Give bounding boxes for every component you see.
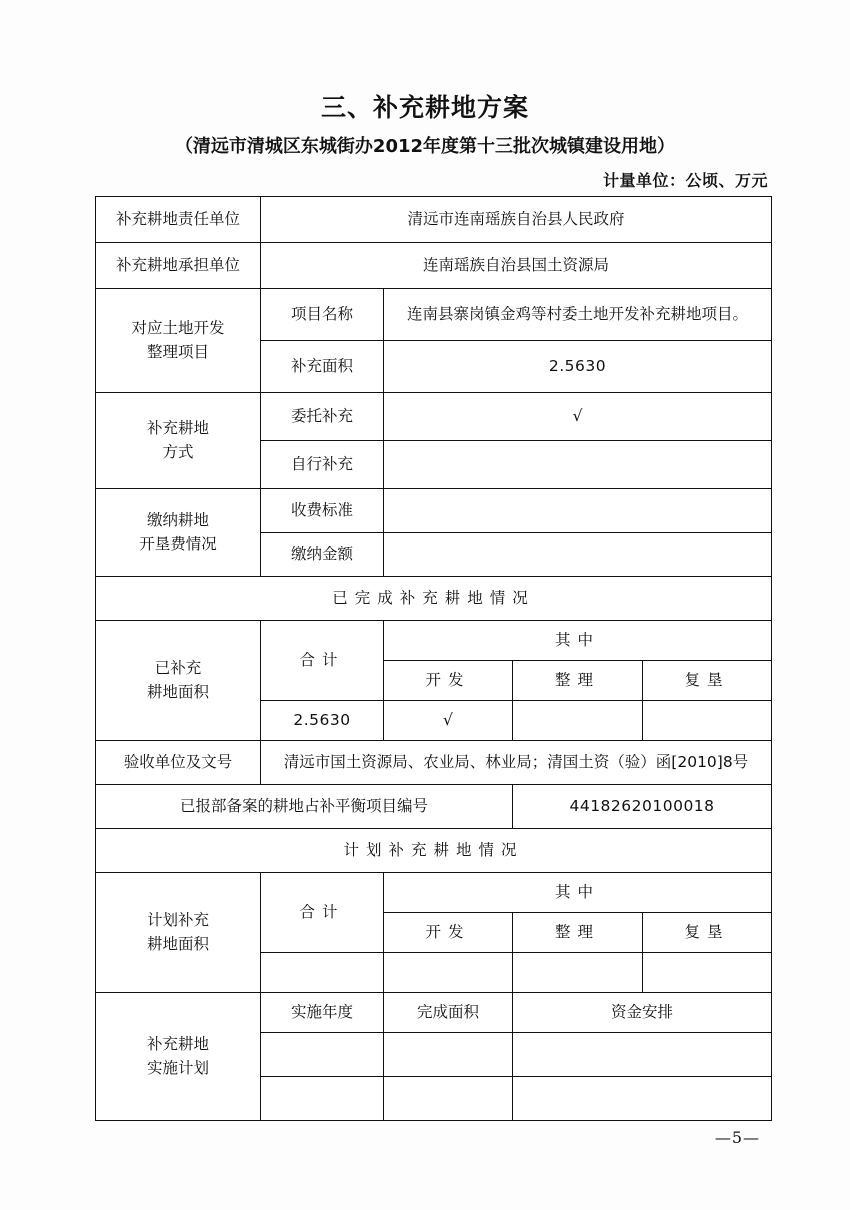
project-area-label: 补充面积 (261, 341, 384, 393)
planned-col-development: 开发 (384, 913, 513, 953)
completed-section-header: 已完成补充耕地情况 (96, 577, 772, 621)
implementation-funding-value (513, 1077, 772, 1121)
completed-col-development: 开发 (384, 661, 513, 701)
method-group-label-line2: 方式 (162, 442, 194, 461)
implementation-col-funding: 资金安排 (513, 993, 772, 1033)
project-group-label-line2: 整理项目 (146, 342, 209, 361)
implementation-plan-label-line1: 补充耕地 (146, 1035, 209, 1054)
completed-area-label (96, 621, 261, 741)
planned-col-consolidation: 整理 (513, 913, 643, 953)
implementation-plan-label-line2: 实施计划 (146, 1058, 209, 1077)
supplementary-farmland-form (95, 196, 771, 1121)
implementation-completed-area-value (384, 1077, 513, 1121)
completed-area-label-line2: 耕地面积 (146, 682, 209, 701)
undertaking-unit-value: 连南瑶族自治县国土资源局 (261, 243, 772, 289)
page-title: 三、补充耕地方案 (320, 93, 529, 122)
table-row-fee-standard (96, 489, 772, 533)
entrusted-supplement-label: 委托补充 (261, 393, 384, 441)
project-group-label-line1: 对应土地开发 (131, 319, 225, 338)
paid-amount-value (384, 533, 772, 577)
units-note: 计量单位：公顷、万元 (602, 171, 768, 190)
reclamation-fee-group-label (96, 489, 261, 577)
project-name-label: 项目名称 (261, 289, 384, 341)
table-row-filed-project-number (96, 785, 772, 829)
planned-area-label-line2: 耕地面积 (146, 934, 209, 953)
implementation-completed-area-value (384, 1033, 513, 1077)
completed-reclamation-value (643, 701, 772, 741)
entrusted-supplement-checkmark: √ (384, 393, 772, 441)
table-row-responsible-unit (96, 197, 772, 243)
filed-project-label: 已报部备案的耕地占补平衡项目编号 (96, 785, 513, 829)
planned-reclamation-value (643, 953, 772, 993)
table-row-completed-section-header (96, 577, 772, 621)
page-number: —5— (714, 1128, 760, 1147)
implementation-year-value (261, 1033, 384, 1077)
method-group-label (96, 393, 261, 489)
implementation-col-year: 实施年度 (261, 993, 384, 1033)
table-row-entrusted-supplement (96, 393, 772, 441)
planned-among-header: 其中 (384, 873, 772, 913)
planned-section-header: 计划补充耕地情况 (96, 829, 772, 873)
reclamation-fee-label-line2: 开垦费情况 (139, 534, 217, 553)
method-group-label-line1: 补充耕地 (146, 419, 209, 438)
table-row-undertaking-unit (96, 243, 772, 289)
fee-standard-label: 收费标准 (261, 489, 384, 533)
table-row-planned-among-header (96, 873, 772, 913)
planned-area-label-line1: 计划补充 (146, 911, 209, 930)
project-group-label (96, 289, 261, 393)
completed-consolidation-value (513, 701, 643, 741)
filed-project-value: 44182620100018 (513, 785, 772, 829)
self-supplement-label: 自行补充 (261, 441, 384, 489)
project-name-value: 连南县寨岗镇金鸡等村委土地开发补充耕地项目。 (384, 289, 772, 341)
acceptance-unit-value: 清远市国土资源局、农业局、林业局；清国土资（验）函[2010]8号 (261, 741, 772, 785)
responsible-unit-label: 补充耕地责任单位 (96, 197, 261, 243)
completed-development-value: √ (384, 701, 513, 741)
self-supplement-value (384, 441, 772, 489)
planned-consolidation-value (513, 953, 643, 993)
table-row-planned-section-header (96, 829, 772, 873)
table-row-implementation-headers (96, 993, 772, 1033)
implementation-col-completed-area: 完成面积 (384, 993, 513, 1033)
undertaking-unit-label: 补充耕地承担单位 (96, 243, 261, 289)
completed-area-label-line1: 已补充 (154, 659, 202, 678)
implementation-plan-label (96, 993, 261, 1121)
table-row-acceptance-unit (96, 741, 772, 785)
planned-col-reclamation: 复垦 (643, 913, 772, 953)
implementation-funding-value (513, 1033, 772, 1077)
responsible-unit-value: 清远市连南瑶族自治县人民政府 (261, 197, 772, 243)
table-row-project-name (96, 289, 772, 341)
planned-total-value (261, 953, 384, 993)
fee-standard-value (384, 489, 772, 533)
acceptance-unit-label: 验收单位及文号 (96, 741, 261, 785)
completed-col-consolidation: 整理 (513, 661, 643, 701)
completed-col-reclamation: 复垦 (643, 661, 772, 701)
page-subtitle: （清远市清城区东城街办2012年度第十三批次城镇建设用地） (174, 136, 676, 157)
completed-total-value: 2.5630 (261, 701, 384, 741)
planned-area-label (96, 873, 261, 993)
project-area-value: 2.5630 (384, 341, 772, 393)
completed-total-header: 合计 (261, 621, 384, 701)
reclamation-fee-label-line1: 缴纳耕地 (146, 511, 209, 530)
planned-total-header: 合计 (261, 873, 384, 953)
implementation-year-value (261, 1077, 384, 1121)
paid-amount-label: 缴纳金额 (261, 533, 384, 577)
table-row-completed-among-header (96, 621, 772, 661)
planned-development-value (384, 953, 513, 993)
completed-among-header: 其中 (384, 621, 772, 661)
